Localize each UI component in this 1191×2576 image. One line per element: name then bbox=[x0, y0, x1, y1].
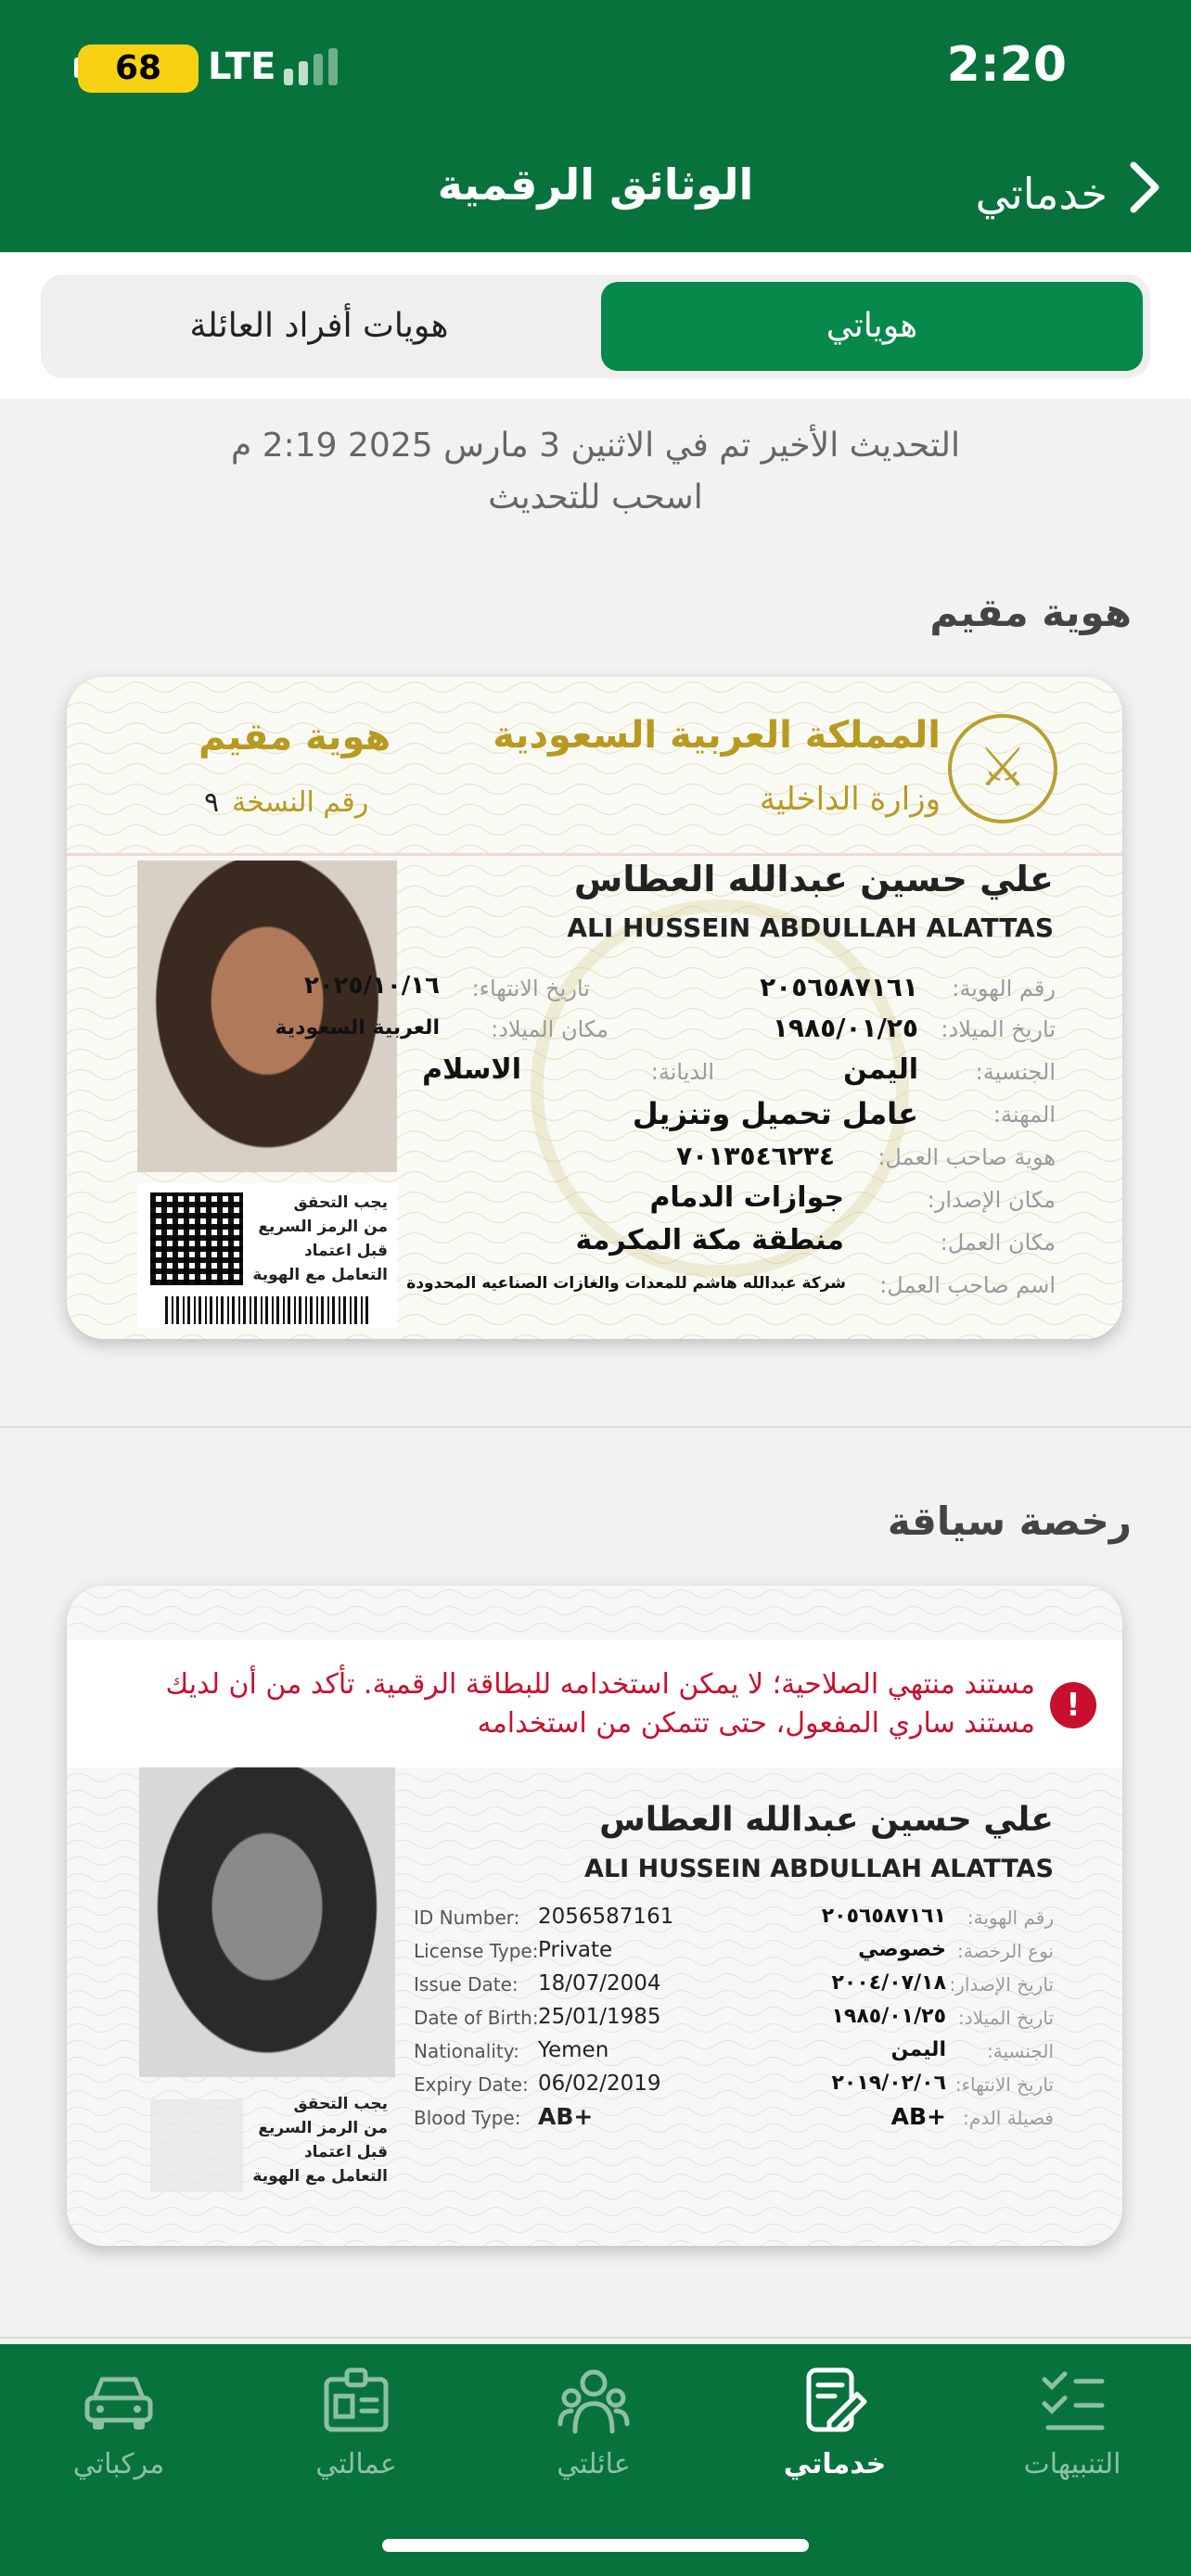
card-type-label: هوية مقيم bbox=[198, 716, 391, 759]
license-name-en: ALI HUSSEIN ABDULLAH ALATTAS bbox=[584, 1855, 1054, 1883]
header-divider bbox=[67, 853, 1122, 856]
driving-license-card[interactable]: ! مستند منتهي الصلاحية؛ لا يمكن استخدامه للبطاقة الرقمية. تأكد من أن لديك مستند ساري المفعول، حتى تتمكن من استخدامه يجب التحقق من الرمز السريع قبل اعتماد التعامل مع الهوية علي حسين عبدالله العطاس ALI HUSSEIN ABDULLAH ALATTAS ID Number: 2056587161 رقم الهوية: ٢٠٥٦٥٨٧١٦١ License Type: Private نوع الرخصة: خصوصي Issue Date: 18/07/2004 تاريخ الإصدار: ٢٠٠٤/٠٧/١٨ Date of Birth: 25/01/1985 تاريخ الميلاد: ١٩٨٥/٠١/٢٥ Nationality: Yemen الجنسية: اليمن Expiry Date: 06/02/2019 تاريخ الانتهاء: ٢٠١٩/٠٢/٠٦ Blood Type: AB+ فصيلة الدم: AB+ bbox=[67, 1586, 1122, 2246]
bottom-divider bbox=[0, 2337, 1191, 2339]
religion-label: الديانة: bbox=[650, 1059, 714, 1085]
dob-value: ١٩٨٥/٠١/٢٥ bbox=[772, 1013, 918, 1043]
issue-place-label: مكان الإصدار: bbox=[927, 1187, 1056, 1213]
checklist-icon bbox=[1035, 2365, 1109, 2439]
section-divider bbox=[0, 1426, 1191, 1428]
document-edit-icon bbox=[798, 2365, 872, 2439]
watermark-seal bbox=[531, 899, 909, 1278]
expiry-label: تاريخ الانتهاء: bbox=[471, 976, 590, 1001]
tab-my-services[interactable]: خدماتي bbox=[742, 2365, 928, 2480]
holder-name-en: ALI HUSSEIN ABDULLAH ALATTAS bbox=[567, 912, 1054, 943]
tab-my-ids[interactable]: هوياتي bbox=[601, 282, 1143, 371]
religion-value: الاسلام bbox=[422, 1053, 521, 1086]
id-number-value: ٢٠٥٦٥٨٧١٦١ bbox=[760, 972, 918, 1002]
section-title-resident-id: هوية مقيم bbox=[929, 590, 1132, 635]
network-label: LTE bbox=[208, 45, 276, 88]
battery-indicator: 68 bbox=[78, 45, 198, 93]
employer-name-label: اسم صاحب العمل: bbox=[879, 1272, 1056, 1298]
alert-message: مستند منتهي الصلاحية؛ لا يمكن استخدامه للبطاقة الرقمية. تأكد من أن لديك مستند ساري المفعول، حتى تتمكن من استخدامه bbox=[165, 1668, 1035, 1740]
verify-text: يجب التحقق من الرمز السريع قبل اعتماد التعامل مع الهوية bbox=[252, 1193, 388, 1284]
birthplace-value: العربية السعودية bbox=[275, 1016, 440, 1039]
license-verify-text: يجب التحقق من الرمز السريع قبل اعتماد التعامل مع الهوية bbox=[252, 2095, 388, 2186]
tab-my-vehicles[interactable]: مركباتي bbox=[26, 2365, 211, 2480]
home-indicator[interactable] bbox=[382, 2539, 809, 2552]
tab-my-workers[interactable]: عمالتي bbox=[263, 2365, 449, 2480]
expiry-value: ٢٠٢٥/١٠/١٦ bbox=[304, 972, 440, 1000]
nationality-value: اليمن bbox=[843, 1053, 918, 1086]
version-number bbox=[204, 786, 368, 819]
employer-id-label: هوية صاحب العمل: bbox=[877, 1144, 1056, 1170]
issue-place-value: جوازات الدمام bbox=[649, 1181, 844, 1214]
birthplace-label: مكان الميلاد: bbox=[491, 1016, 608, 1042]
work-place-label: مكان العمل: bbox=[940, 1230, 1056, 1256]
id-number-label: رقم الهوية: bbox=[952, 976, 1056, 1001]
section-title-driving-license: رخصة سياقة bbox=[887, 1498, 1132, 1544]
holder-name-ar: علي حسين عبدالله العطاس bbox=[573, 859, 1054, 899]
signal-icon bbox=[284, 48, 343, 85]
status-time: 2:20 bbox=[946, 37, 1067, 93]
id-badge-icon bbox=[319, 2365, 393, 2439]
occupation-label: المهنة: bbox=[992, 1102, 1056, 1128]
dob-label: تاريخ الميلاد: bbox=[941, 1016, 1056, 1042]
version-value: ٩ bbox=[204, 786, 220, 819]
version-label: رقم النسخة bbox=[232, 786, 369, 819]
occupation-value: عامل تحميل وتنزيل bbox=[632, 1096, 918, 1131]
license-name-ar: علي حسين عبدالله العطاس bbox=[599, 1801, 1054, 1839]
last-update-text: التحديث الأخير تم في الاثنين 3 مارس 2025 2:19 م bbox=[231, 427, 960, 465]
tab-alerts[interactable]: التنبيهات bbox=[980, 2365, 1165, 2480]
back-label: خدماتي bbox=[975, 169, 1108, 219]
tab-my-family[interactable]: عائلتي bbox=[501, 2365, 686, 2480]
tab-family-ids[interactable]: هويات أفراد العائلة bbox=[189, 307, 449, 345]
qr-code-icon[interactable] bbox=[150, 1192, 243, 1285]
qr-code-faded-icon bbox=[150, 2099, 243, 2192]
resident-id-card[interactable] bbox=[67, 677, 1122, 1339]
back-button[interactable] bbox=[976, 159, 1163, 228]
chevron-right-icon bbox=[1126, 159, 1163, 228]
nationality-label: الجنسية: bbox=[975, 1059, 1056, 1085]
page-title: الوثائق الرقمية bbox=[437, 159, 754, 210]
car-icon bbox=[82, 2365, 156, 2439]
expired-alert-banner bbox=[67, 1639, 1122, 1767]
license-holder-photo bbox=[139, 1767, 395, 2077]
pull-to-refresh-hint: اسحب للتحديث bbox=[488, 478, 703, 516]
employer-name-value: شركة عبدالله هاشم للمعدات والغازات الصناعيه المحدودة bbox=[406, 1274, 846, 1293]
kingdom-name: المملكة العربية السعودية bbox=[493, 714, 941, 757]
barcode-icon bbox=[165, 1296, 369, 1324]
family-icon bbox=[557, 2365, 631, 2439]
saudi-emblem-icon: ⚔ bbox=[948, 714, 1057, 823]
ministry-name: وزارة الداخلية bbox=[759, 781, 941, 818]
alert-icon: ! bbox=[1050, 1682, 1096, 1728]
work-place-value: منطقة مكة المكرمة bbox=[575, 1224, 844, 1256]
employer-id-value: ٧٠١٣٥٤٦٢٣٤ bbox=[676, 1141, 835, 1171]
